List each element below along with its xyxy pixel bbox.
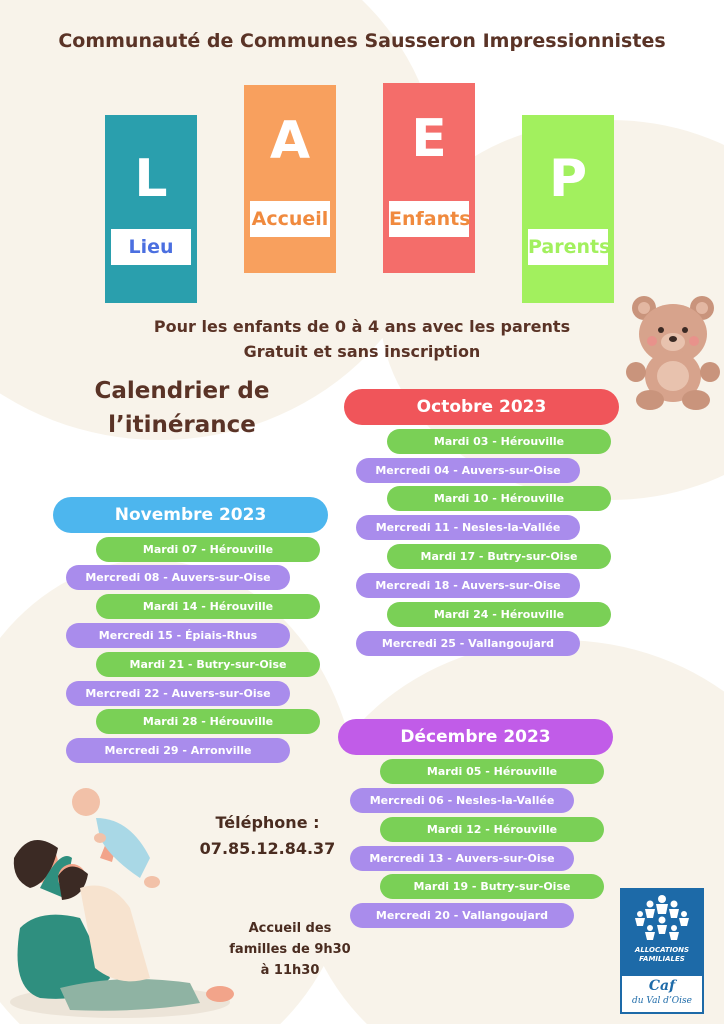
laep-word: Lieu xyxy=(111,229,191,265)
date-pill: Mercredi 20 - Vallangoujard xyxy=(350,903,574,928)
date-pill: Mardi 07 - Hérouville xyxy=(96,537,320,562)
date-pill: Mercredi 06 - Nesles-la-Vallée xyxy=(350,788,574,813)
hours-line1: Accueil des xyxy=(248,921,332,936)
date-pill: Mardi 24 - Hérouville xyxy=(387,602,611,627)
caf-line1: ALLOCATIONS xyxy=(634,946,690,954)
hours-line2: familles de 9h30 xyxy=(229,942,351,957)
caf-family-icon xyxy=(622,890,702,946)
laep-block-e xyxy=(383,83,475,273)
calendar-title xyxy=(72,374,292,442)
page-header-title: Communauté de Communes Sausseron Impressionnistes xyxy=(58,30,666,52)
date-pill: Mardi 05 - Hérouville xyxy=(380,759,604,784)
date-pill: Mercredi 25 - Vallangoujard xyxy=(356,631,580,656)
caf-name: Caf xyxy=(648,978,676,994)
date-pill: Mercredi 29 - Arronville xyxy=(66,738,290,763)
date-pill: Mardi 17 - Butry-sur-Oise xyxy=(387,544,611,569)
laep-letter: A xyxy=(269,111,311,171)
laep-letter: L xyxy=(134,149,168,209)
phone-number[interactable]: 07.85.12.84.37 xyxy=(199,839,336,858)
laep-letter: P xyxy=(548,149,588,209)
date-pill: Mardi 14 - Hérouville xyxy=(96,594,320,619)
date-pill: Mercredi 18 - Auvers-sur-Oise xyxy=(356,573,580,598)
date-pill: Mardi 19 - Butry-sur-Oise xyxy=(380,874,604,899)
month-header-octobre: Octobre 2023 xyxy=(344,389,619,425)
caf-logo xyxy=(620,888,704,1014)
hours-block xyxy=(215,918,365,981)
date-pill: Mardi 03 - Hérouville xyxy=(387,429,611,454)
laep-word: Accueil xyxy=(250,201,330,237)
laep-block-a xyxy=(244,85,336,273)
date-pill: Mardi 12 - Hérouville xyxy=(380,817,604,842)
teddy-bear-illustration xyxy=(622,288,722,410)
date-pill: Mardi 28 - Hérouville xyxy=(96,709,320,734)
laep-letter: E xyxy=(411,109,447,169)
date-pill: Mardi 21 - Butry-sur-Oise xyxy=(96,652,320,677)
caf-allocations-text xyxy=(622,946,702,964)
date-pill: Mercredi 08 - Auvers-sur-Oise xyxy=(66,565,290,590)
laep-block-l xyxy=(105,115,197,303)
phone-block xyxy=(185,810,350,862)
phone-label: Téléphone : xyxy=(215,813,320,832)
tagline-line2: Gratuit et sans inscription xyxy=(243,342,481,361)
tagline-line1: Pour les enfants de 0 à 4 ans avec les parents xyxy=(153,317,571,336)
date-pill: Mercredi 15 - Épiais-Rhus xyxy=(66,623,290,648)
month-header-decembre: Décembre 2023 xyxy=(338,719,613,755)
date-pill: Mercredi 22 - Auvers-sur-Oise xyxy=(66,681,290,706)
date-pill: Mardi 10 - Hérouville xyxy=(387,486,611,511)
caf-line2: FAMILIALES xyxy=(639,955,685,963)
laep-word: Parents xyxy=(528,229,608,265)
date-pill: Mercredi 13 - Auvers-sur-Oise xyxy=(350,846,574,871)
calendar-title-line2: l’itinérance xyxy=(108,412,256,438)
calendar-title-line1: Calendrier de xyxy=(94,378,270,404)
date-pill: Mercredi 04 - Auvers-sur-Oise xyxy=(356,458,580,483)
date-pill: Mercredi 11 - Nesles-la-Vallée xyxy=(356,515,580,540)
hours-line3: à 11h30 xyxy=(260,963,320,978)
laep-word: Enfants xyxy=(389,201,469,237)
caf-logo-top xyxy=(622,890,702,976)
month-header-novembre: Novembre 2023 xyxy=(53,497,328,533)
caf-dept: du Val d’Oise xyxy=(631,996,693,1006)
laep-block-p xyxy=(522,115,614,303)
